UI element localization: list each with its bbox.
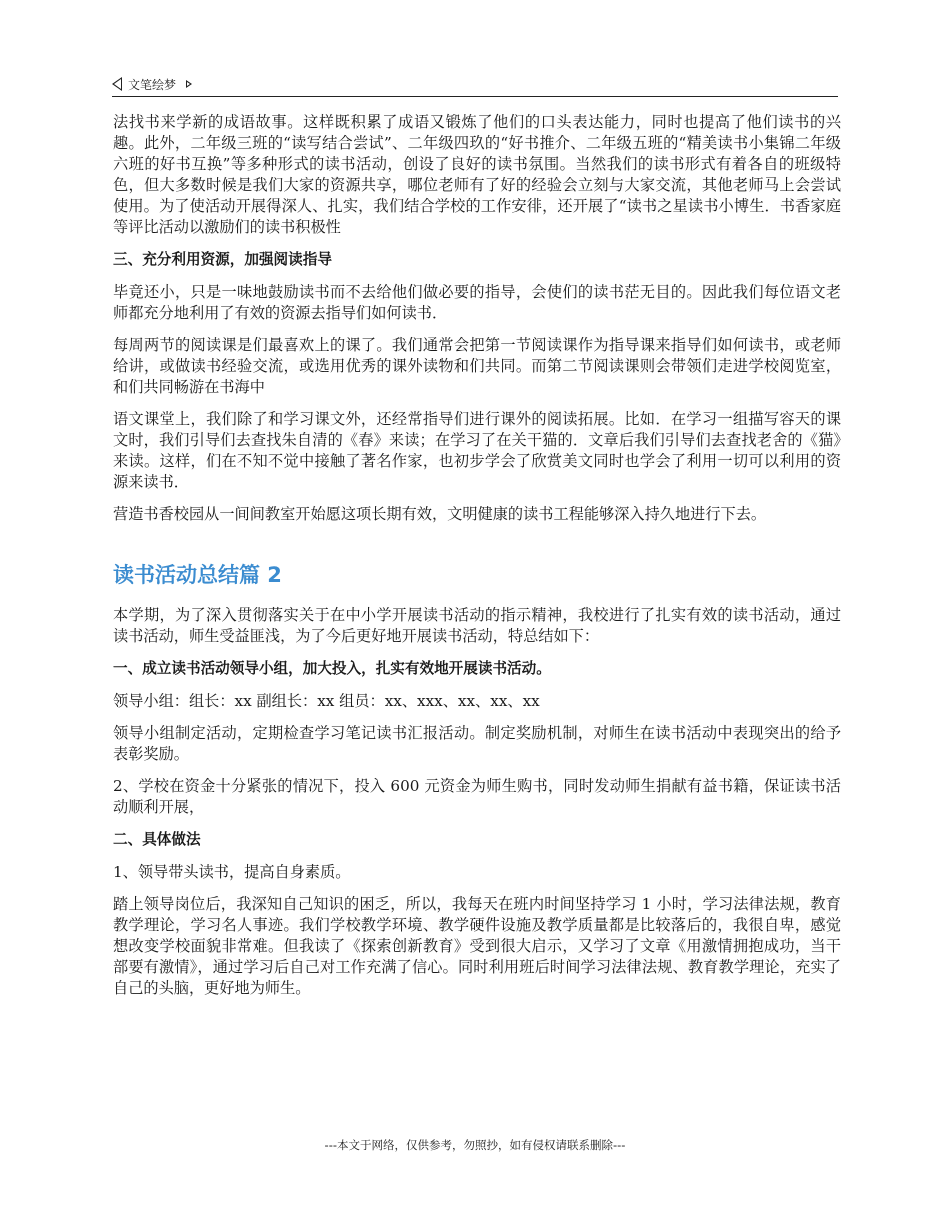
section-heading: 三、充分利用资源，加强阅读指导 <box>113 251 332 268</box>
left-triangle-icon <box>112 77 122 91</box>
paragraph: 毕竟还小，只是一味地鼓励读书而不去给他们做必要的指导，会使们的读书茫无目的。因此我们每位语文老师都充分地利用了有效的资源去指导们如何读书． <box>113 283 841 322</box>
page-header <box>112 72 838 97</box>
right-triangle-icon <box>186 80 192 88</box>
paragraph: 本学期，为了深入贯彻落实关于在中小学开展读书活动的指示精神，我校进行了扎实有效的读书活动，通过读书活动，师生受益匪浅，为了今后更好地开展读书活动，特总结如下： <box>113 606 841 645</box>
paragraph: 踏上领导岗位后，我深知自己知识的困乏，所以，我每天在班内时间坚持学习 1 小时，学习法律法规，教育教学理论，学习名人事迹。我们学校教学环境、教学硬件设施及教学质量都是比较落后的，我很自卑，感觉想改变学校面貌非常难。但我读了《探索创新教育》受到很大启示，又学习了文章《用激情拥抱成功，当干部要有激情》，通过学习后自己对工作充满了信心。同时利用班后时间学习法律法规、教育教学理论，充实了自己的头脑，更好地为师生。 <box>113 895 841 997</box>
paragraph: 营造书香校园从一间间教室开始愿这项长期有效，文明健康的读书工程能够深入持久地进行下去。 <box>113 505 767 523</box>
section-heading: 二、具体做法 <box>113 831 201 848</box>
paragraph: 2、学校在资金十分紧张的情况下，投入 600 元资金为师生购书，同时发动师生捐献有益书籍，保证读书活动顺利开展， <box>113 777 841 816</box>
section-title: 读书活动总结篇 2 <box>113 563 282 587</box>
paragraph: 每周两节的阅读课是们最喜欢上的课了。我们通常会把第一节阅读课作为指导课来指导们如何读书，或老师给讲，或做读书经验交流，或选用优秀的课外读物和们共同。而第二节阅读课则会带领们走进学校阅览室，和们共同畅游在书海中 <box>113 336 841 396</box>
header-title: 文笔绘梦 <box>128 77 177 92</box>
paragraph: 1、领导带头读书，提高自身素质。 <box>113 863 351 881</box>
paragraph: 领导小组：组长：xx 副组长：xx 组员：xx、xxx、xx、xx、xx <box>113 692 540 710</box>
paragraph: 法找书来学新的成语故事。这样既积累了成语又锻炼了他们的口头表达能力，同时也提高了他们读书的兴趣。此外，二年级三班的“读写结合尝试”、二年级四玖的“好书推介、二年级五班的“精美读书小集锦二年级六班的好书互换”等多种形式的读书活动，创设了良好的读书氛围。当然我们的读书形式有着各自的班级特色，但大多数时候是我们大家的资源共享，哪位老师有了好的经验会立刻与大家交流，其他老师马上会尝试使用。为了使活动开展得深人、扎实，我们结合学校的工作安徘，还开展了“读书之星读书小博生．书香家庭等评比活动以激励们的读书积极性 <box>113 113 841 236</box>
paragraph: 语文课堂上，我们除了和学习课文外，还经常指导们进行课外的阅读拓展。比如．在学习一组描写容天的课文时，我们引导们去查找朱自清的《春》来读；在学习了在关干猫的．文章后我们引导们去查找老舍的《猫》来读。这样，们在不知不觉中接触了著名作家，也初步学会了欣赏美文同时也学会了利用一切可以利用的资源来读书． <box>113 410 841 491</box>
section-heading: 一、成立读书活动领导小组，加大投入，扎实有效地开展读书活动。 <box>113 660 551 677</box>
document-body <box>113 112 841 1010</box>
paragraph: 领导小组制定活动，定期检查学习笔记读书汇报活动。制定奖励机制，对师生在读书活动中表现突出的给予表彰奖励。 <box>113 724 841 763</box>
footer-disclaimer: ---本文于网络，仅供参考，勿照抄，如有侵权请联系删除--- <box>324 1138 626 1152</box>
